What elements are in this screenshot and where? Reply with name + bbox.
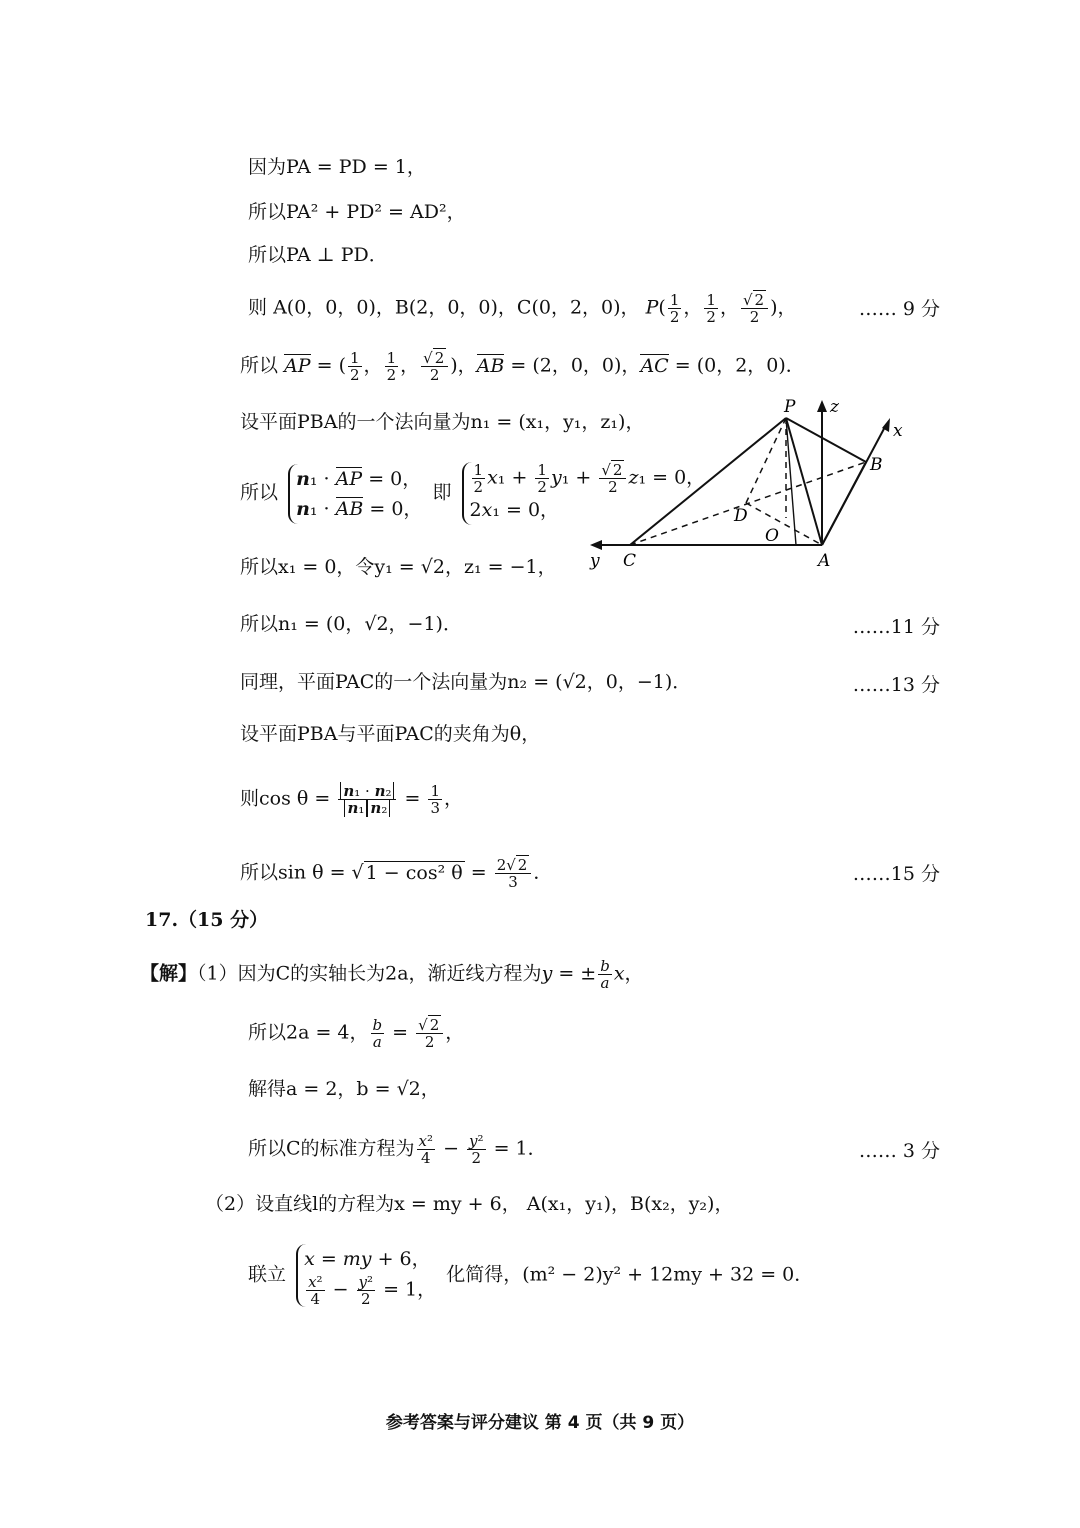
proof-line-n2: 同理，平面PAC的一个法向量为n₂ = (√2，0，−1)． [240,671,692,693]
q17-title: 17.（15 分） [145,909,269,931]
score-15: ……15 分 [852,863,940,885]
part2-line2-prefix: 联立 [248,1263,287,1286]
label-C: C [623,551,637,571]
label-O: O [765,526,779,546]
part1-line2-prefix: 所以2a = 4， [248,1021,369,1044]
solution-tag: 【解】 [140,962,198,985]
proof-line-n1: 所以n₁ = (0，√2，−1)． [240,613,462,635]
system-mid: 即 [432,481,452,504]
q17-part1-line3: 解得a = 2，b = √2， [248,1078,440,1100]
label-z: z [830,397,839,417]
proof-line-cos: 则cos θ = $\frac{\text{n₁ · n₂}}{\text{n₁ n₂}}$ = $\frac{1}{3}$ ， [240,782,464,817]
q17-part1-line2: 所以2a = 4， $\frac{b}{a}$ = $\frac{√ 2}{2}$ ， [248,1016,465,1051]
label-A: A [818,551,831,571]
normal-setup-text: 设平面PBA的一个法向量为 [240,411,471,433]
q17-part2-line1: （2）设直线l的方程为x = my + 6， A(x₁，y₁)，B(x₂，y₂)， [205,1193,734,1215]
score-13: ……13 分 [852,674,940,696]
score-3: …… 3 分 [858,1140,940,1162]
proof-line-3: 所以PA ⊥ PD． [248,244,388,266]
label-y: y [590,551,600,571]
system-prefix: 所以 [240,481,279,504]
normal-vector-def: n₁ = (x₁，y₁，z₁)， [470,411,645,433]
cos-prefix: 则cos θ = [240,787,331,810]
proof-line-solve: 所以x₁ = 0，令y₁ = √2，z₁ = −1， [240,556,557,578]
part2-line2-post: 化简得，(m² − 2)y² + 12my + 32 = 0． [446,1263,814,1286]
part1-line4-prefix: 所以C的标准方程为 [248,1137,415,1160]
label-B: B [870,455,883,475]
proof-line-sin: 所以sin θ = √ 1 − cos² θ = $\frac{2√ 2}{3}$ ． [240,856,553,891]
pyramid-figure [580,390,920,580]
q17-part1-line1: 【解】（1）因为C的实轴长为2a，渐近线方程为y = ± $\frac{b}{a}$ x， [140,957,644,992]
label-D: D [734,506,748,526]
proof-line-angle: 设平面PBA与平面PAC的夹角为θ， [240,723,541,745]
coords-prefix: 则 [248,296,268,319]
proof-line-coords: 则 A(0，0，0)，B(2，0，0)，C(0，2，0)， P( $\frac{1}{2}$ ， $\frac{1}{2}$ ， $\frac{√ 2}{2}$ )， [248,291,797,326]
proof-line-2: 所以PA² + PD² = AD²， [248,201,466,223]
label-x: x [893,421,903,441]
vectors-prefix: 所以 [240,354,279,377]
q17-part2-line2: 联立 x = my + 6， $\frac{\text{x²}}{4}$ − $\frac{\text{y²}}{2}$ = 1， 化简得，(m² − 2)y² + 12my + 32 = 0． [248,1244,813,1307]
q17-part1-line4: 所以C的标准方程为 $\frac{\text{x²}}{4}$ − $\frac{\text{y²}}{2}$ = 1． [248,1132,547,1167]
page-footer: 参考答案与评分建议 第 4 页（共 9 页） [385,1413,695,1433]
score-11: ……11 分 [852,616,940,638]
proof-line-vectors: 所以 AP = ( $\frac{1}{2}$ ， $\frac{1}{2}$ ， $\frac{√ 2}{2}$ )，AB = (2，0，0)，AC = (0，2，0)． [240,349,805,384]
part1-intro: （1）因为C的实轴长为2a，渐近线方程为 [197,962,542,985]
coords-points: A(0，0，0)，B(2，0，0)，C(0，2，0)， [273,296,640,319]
proof-line-1: 因为PA = PD = 1， [248,156,426,178]
proof-line-system: 所以 n₁ · AP = 0， n₁ · AB = 0， 即 $\frac{1}{2}$ x₁ + $\frac{1}{2}$ y₁ + $\frac{√ 2}{2}$ z₁ = 0， 2x₁ = 0， [240,462,709,525]
label-P: P [784,397,796,417]
score-9: …… 9 分 [858,298,940,320]
sin-prefix: 所以sin θ = [240,861,346,884]
